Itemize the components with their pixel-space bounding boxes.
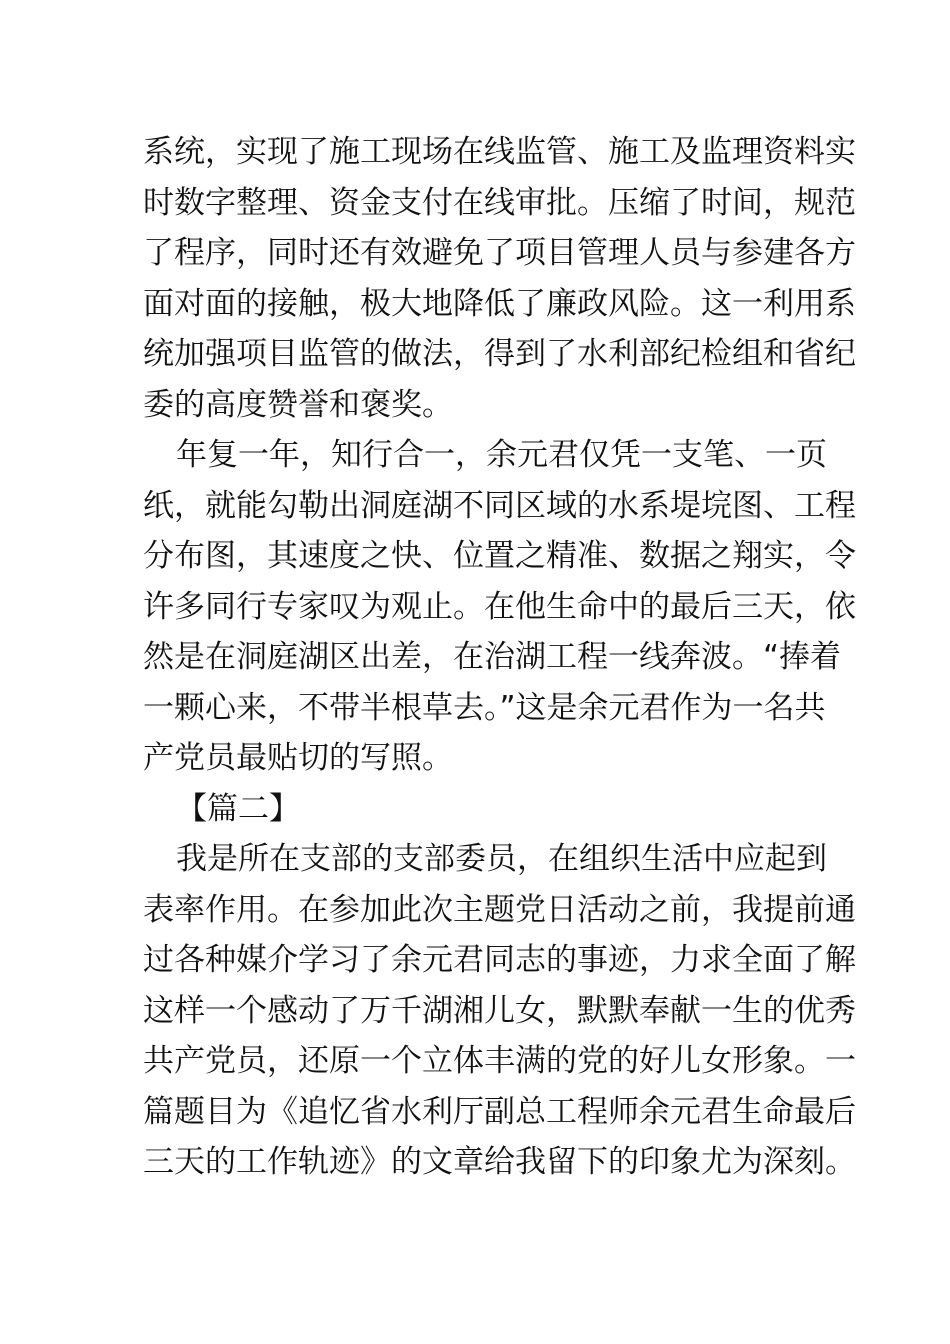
paragraph-line: 了程序，同时还有效避免了项目管理人员与参建各方 <box>143 235 856 271</box>
paragraph-line: 我是所在支部的支部委员，在组织生活中应起到 <box>176 841 827 877</box>
paragraph-2 <box>143 430 856 784</box>
section-heading: 【篇二】 <box>176 790 300 827</box>
paragraph-line: 共产党员，还原一个立体丰满的党的好儿女形象。一 <box>143 1043 856 1079</box>
paragraph-line: 分布图，其速度之快、位置之精准、数据之翔实，令 <box>143 538 856 574</box>
paragraph-line: 纸，就能勾勒出洞庭湖不同区域的水系堤垸图、工程 <box>143 487 856 524</box>
paragraph-line: 时数字整理、资金支付在线审批。压缩了时间，规范 <box>143 184 856 221</box>
paragraph-line: 统加强项目监管的做法，得到了水利部纪检组和省纪 <box>143 336 856 372</box>
paragraph-line: 然是在洞庭湖区出差，在治湖工程一线奔波。“捧着 <box>143 639 842 675</box>
paragraph-1 <box>143 127 856 430</box>
paragraph-line: 过各种媒介学习了余元君同志的事迹，力求全面了解 <box>143 942 856 978</box>
section-heading-block <box>143 784 823 835</box>
paragraph-line: 这样一个感动了万千湖湘儿女，默默奉献一生的优秀 <box>143 992 856 1029</box>
paragraph-line: 表率作用。在参加此次主题党日活动之前，我提前通 <box>143 891 856 928</box>
paragraph-line: 委的高度赞誉和褒奖。 <box>143 386 453 423</box>
document-body <box>143 127 856 1188</box>
paragraph-line: 产党员最贴切的写照。 <box>143 740 453 776</box>
paragraph-line: 许多同行专家叹为观止。在他生命中的最后三天，依 <box>143 588 856 625</box>
paragraph-line: 篇题目为《追忆省水利厅副总工程师余元君生命最后 <box>143 1093 856 1130</box>
paragraph-line: 三天的工作轨迹》的文章给我留下的印象尤为深刻。 <box>143 1144 856 1180</box>
paragraph-line: 面对面的接触，极大地降低了廉政风险。这一利用系 <box>143 285 856 322</box>
paragraph-line: 一颗心来，不带半根草去。”这是余元君作为一名共 <box>143 689 826 726</box>
paragraph-line: 年复一年，知行合一，余元君仅凭一支笔、一页 <box>176 437 827 473</box>
paragraph-3 <box>143 834 856 1188</box>
paragraph-line: 系统，实现了施工现场在线监管、施工及监理资料实 <box>143 134 856 170</box>
